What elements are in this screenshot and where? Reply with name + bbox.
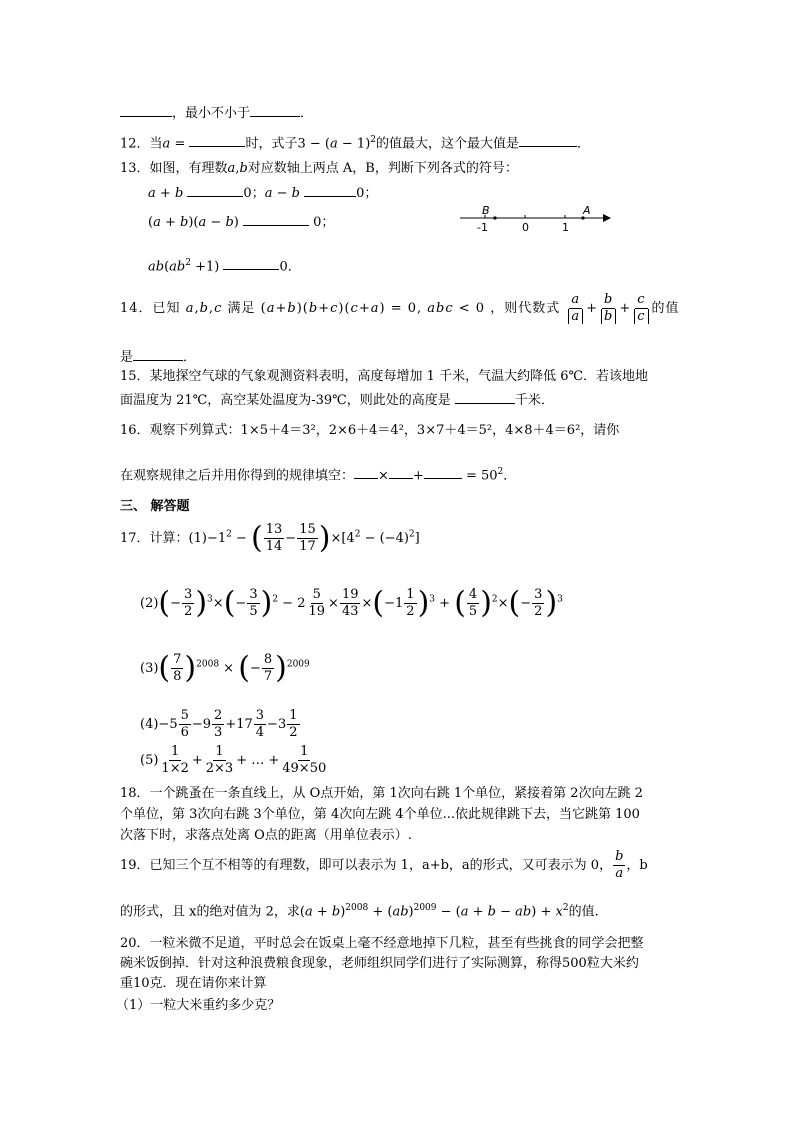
question-15-line-2: 面温度为 21℃，高空某处温度为-39℃，则此处的高度是 千米． bbox=[120, 390, 554, 410]
question-18-line-2: 个单位，第 3次向右跳 3个单位，第 4次向左跳 4个单位...依此规律跳下去，当它跳第 100 bbox=[120, 807, 640, 822]
question-16-line-2: 在观察规律之后并用你得到的规律填空： × + = $50^2$． bbox=[120, 467, 517, 484]
question-17-part-3: (3)( $\frac{7}{8}$ )$^{2008}$ × (− $\frac{8}{7}$ )$^{2009}$ bbox=[140, 650, 310, 686]
question-20-line-1: 20．一粒米微不足道，平时总会在饭桌上毫不经意地掉下几粒，甚至有些挑食的同学会把整 bbox=[120, 936, 644, 951]
question-20-line-3: 重10克．现在请你来计算 bbox=[120, 976, 267, 991]
q14-tail: 是 ． bbox=[120, 347, 196, 367]
question-19-line-1: 19．已知三个互不相等的有理数，即可以表示为 1，a+b，a的形式，又可表示为 0， $\frac{b}{a}$ ，b bbox=[120, 849, 648, 881]
question-18-line-1: 18．一个跳蚤在一条直线上，从 O点开始，第 1次向右跳 1个单位，紧接着第 2次向左跳 2 bbox=[120, 786, 643, 801]
question-12: 12．当a = 时，式子$3 - (a - 1)^2$的值最大，这个最大值是 ． bbox=[120, 135, 591, 152]
question-15-line-1: 15．某地探空气球的气象观测资料表明，高度每增加 1 千米，气温大约降低 6℃．若该地地 bbox=[120, 369, 649, 384]
question-13: 13．如图，有理数a,b对应数轴上两点 A，B，判断下列各式的符号： bbox=[120, 161, 518, 176]
question-17-part-5: (5) $\frac{1}{1\times 2}$ + $\frac{1}{2\times 3}$ + … + $\frac{1}{49\times 50}$ bbox=[140, 744, 327, 776]
question-19-line-2: 的形式，且 x的绝对值为 2，求$(a + b)^{2008} + (ab)^{2009} - (a + b - ab) + x^2$的值. bbox=[120, 903, 599, 920]
q11-line: ，最小不小于 ． bbox=[120, 103, 313, 123]
answer-blank bbox=[133, 347, 183, 361]
point-B bbox=[493, 216, 496, 219]
answer-blank bbox=[250, 103, 300, 117]
label-A: A bbox=[583, 204, 591, 217]
q13-expr-3: $ab(ab^2 +1)$ 0． bbox=[148, 258, 301, 275]
q13-expr-1: a + b 0；a − b 0； bbox=[148, 183, 377, 203]
question-20-part-1: （1）一粒大米重约多少克？ bbox=[116, 998, 281, 1013]
tick-label: -1 bbox=[477, 221, 488, 234]
q13-expr-2: (a + b)(a − b) 0； bbox=[148, 212, 334, 232]
question-14: 14．已知 a,b,c 满足 (a+b)(b+c)(c+a) = 0, abc < 0 ，则代数式 $\frac{a}{a}$ + $\frac{b}{b}$ + $\frac{c}{c}$ 的值 bbox=[120, 292, 680, 324]
label-B: B bbox=[482, 204, 490, 217]
question-17-part-4: (4)−5 $\frac{5}{6}$ −9 $\frac{2}{3}$ +17 $\frac{3}{4}$ −3 $\frac{1}{2}$ bbox=[140, 708, 298, 740]
arrow-icon bbox=[603, 214, 611, 222]
tick-label: 1 bbox=[562, 221, 569, 234]
question-17-part-2: (2)(− $\frac{3}{2}$ )$^3$×(− $\frac{3}{5}$ )$^2$ − 2 $\frac{5}{19}$ × $\frac{19}{43}$ ×(−1 $\frac{1}{2}$ )$^3$ + ( $\frac{4}{5}$ )$^2$×(− $\frac{3}{2}$ )$^3$ bbox=[140, 585, 563, 621]
question-20-line-2: 碗米饭倒掉．针对这种浪费粮食现象，老师组织同学们进行了实际测算，称得500粒大米约 bbox=[120, 956, 639, 971]
question-17-part-1: 17．计算：$(1)-1^2$ − ( $\frac{13}{14}$ − $\frac{15}{17}$ )$\times[4^2 - (-4)^2]$ bbox=[120, 520, 420, 556]
answer-blank bbox=[455, 390, 515, 404]
answer-blank bbox=[120, 103, 172, 117]
question-16-line-1: 16．观察下列算式：1×5＋4＝3²，2×6＋4＝4²，3×7＋4＝5²，4×8＋4＝6²，请你 bbox=[120, 423, 620, 438]
number-line bbox=[455, 203, 615, 235]
answer-blank bbox=[189, 133, 245, 147]
question-18-line-3: 次落下时，求落点处离 O点的距离（用单位表示）. bbox=[120, 828, 412, 843]
tick-label: 0 bbox=[522, 221, 529, 234]
answer-blank bbox=[519, 133, 577, 147]
section-heading: 三、 解答题 bbox=[120, 499, 190, 514]
